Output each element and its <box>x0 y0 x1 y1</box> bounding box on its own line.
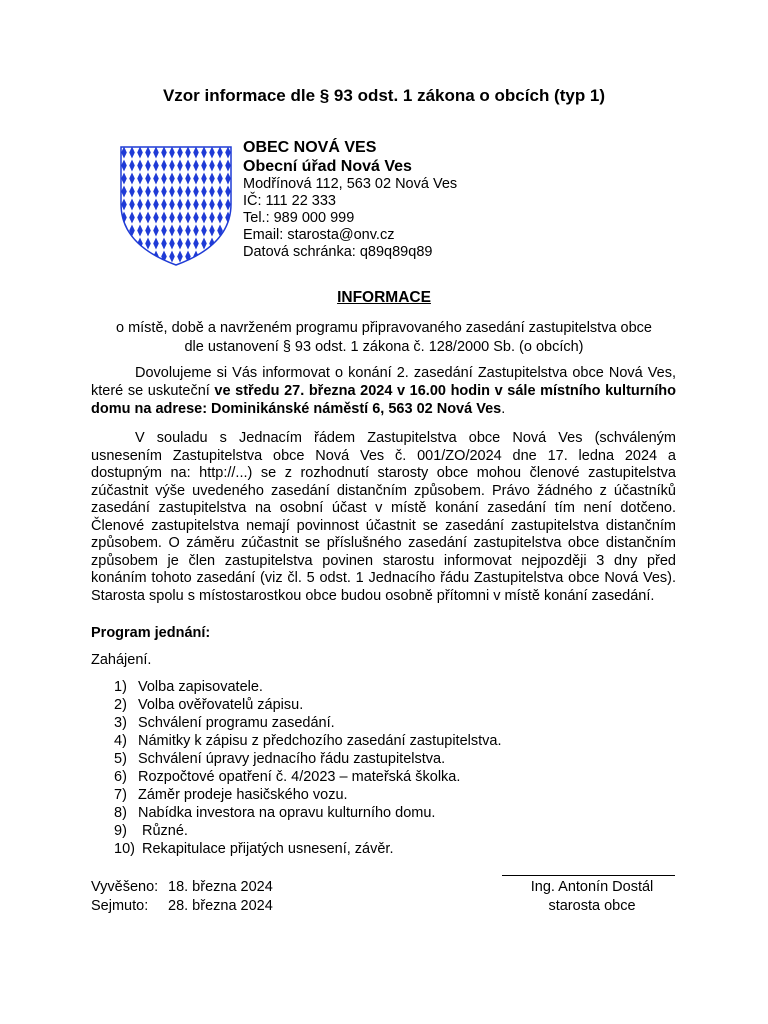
signature-block <box>502 878 682 916</box>
email: Email: starosta@onv.cz <box>243 227 395 243</box>
program-opening: Zahájení. <box>91 652 152 668</box>
program-list <box>114 678 501 858</box>
list-item: 5) Schválení úpravy jednacího řádu zastupitelstva. <box>114 751 446 767</box>
coat-of-arms-icon <box>120 146 232 266</box>
list-item: 4) Námitky k zápisu z předchozího zasedání zastupitelstva. <box>114 733 502 749</box>
posted-label: Vyvěšeno: <box>91 879 159 895</box>
list-item: 2) Volba ověřovatelů zápisu. <box>114 697 304 713</box>
municipality-name: OBEC NOVÁ VES <box>243 139 377 156</box>
posted-date: 18. března 2024 <box>168 879 273 895</box>
posting-dates <box>91 878 273 916</box>
municipality-header <box>243 138 457 261</box>
office-name: Obecní úřad Nová Ves <box>243 158 412 175</box>
list-item: 10) Rekapitulace přijatých usnesení, závěr. <box>114 841 394 857</box>
phone: Tel.: 989 000 999 <box>243 210 355 226</box>
list-item: 9) Různé. <box>114 823 188 839</box>
document-title: Vzor informace dle § 93 odst. 1 zákona o obcích (typ 1) <box>162 86 606 105</box>
meeting-intro: Dovolujeme si Vás informovat o konání 2. zasedání Zastupitelstva obce Nová Ves, které se uskuteční <box>91 365 676 399</box>
remote-participation-paragraph <box>91 430 676 605</box>
subtitle-line-1: o místě, době a navrženém programu připravovaného zasedání zastupitelstva obce <box>115 320 652 336</box>
meeting-paragraph <box>91 364 676 418</box>
address: Modřínová 112, 563 02 Nová Ves <box>243 176 458 192</box>
meeting-end: . <box>501 401 506 417</box>
list-item: 3) Schválení programu zasedání. <box>114 715 335 731</box>
meeting-date-place: ve středu 27. března 2024 v 16.00 hodin v sále místního kulturního domu na adrese: Dominikánské náměstí 6, 563 02 Nová Ves <box>91 383 676 417</box>
removed-label: Sejmuto: <box>91 898 149 914</box>
list-item: 6) Rozpočtové opatření č. 4/2023 – mateřská školka. <box>114 769 461 785</box>
informace-heading: INFORMACE <box>337 289 431 306</box>
subtitle-line-2: dle ustanovení § 93 odst. 1 zákona č. 128/2000 Sb. (o obcích) <box>184 339 584 355</box>
list-item: 8) Nabídka investora na opravu kulturního domu. <box>114 805 436 821</box>
informace-subtitle <box>84 319 684 357</box>
list-item: 7) Záměr prodeje hasičského vozu. <box>114 787 348 803</box>
program-heading: Program jednání: <box>91 625 211 641</box>
list-item: 1) Volba zapisovatele. <box>114 679 263 695</box>
company-id: IČ: 111 22 333 <box>243 193 336 209</box>
signer-role: starosta obce <box>548 898 636 914</box>
remote-participation-text: V souladu s Jednacím řádem Zastupitelstva obce Nová Ves (schváleným usnesením Zastupitelstva obce Nová Ves č. 001/ZO/2024 dne 17. ledna 2024 a dostupným na: http://...) se z rozhodnutí starosty obce mohou členové zastupitelstva zúčastnit výše uvedeného zasedání distančním způsobem. Právo žádného z účastníků zasedání zastupitelstva na osobní účast v místě konání zasedání tím není dotčeno. Členové zastupitelstva nemají povinnost účastnit se zasedání zastupitelstva distančním způsobem. O záměru zúčastnit se příslušného zasedání zastupitelstva obce distančním způsobem je člen zastupitelstva povinen starostu informovat nejpozději 3 dny před konáním tohoto zasedání (viz čl. 5 odst. 1 Jednacího řádu Zastupitelstva obce Nová Ves). Starosta spolu s místostarostkou obce budou osobně přítomni v místě konání zasedání. <box>91 430 676 604</box>
data-box: Datová schránka: q89q89q89 <box>243 244 433 260</box>
signer-name: Ing. Antonín Dostál <box>530 879 654 895</box>
signature-line <box>502 875 675 876</box>
removed-date: 28. března 2024 <box>168 898 273 914</box>
